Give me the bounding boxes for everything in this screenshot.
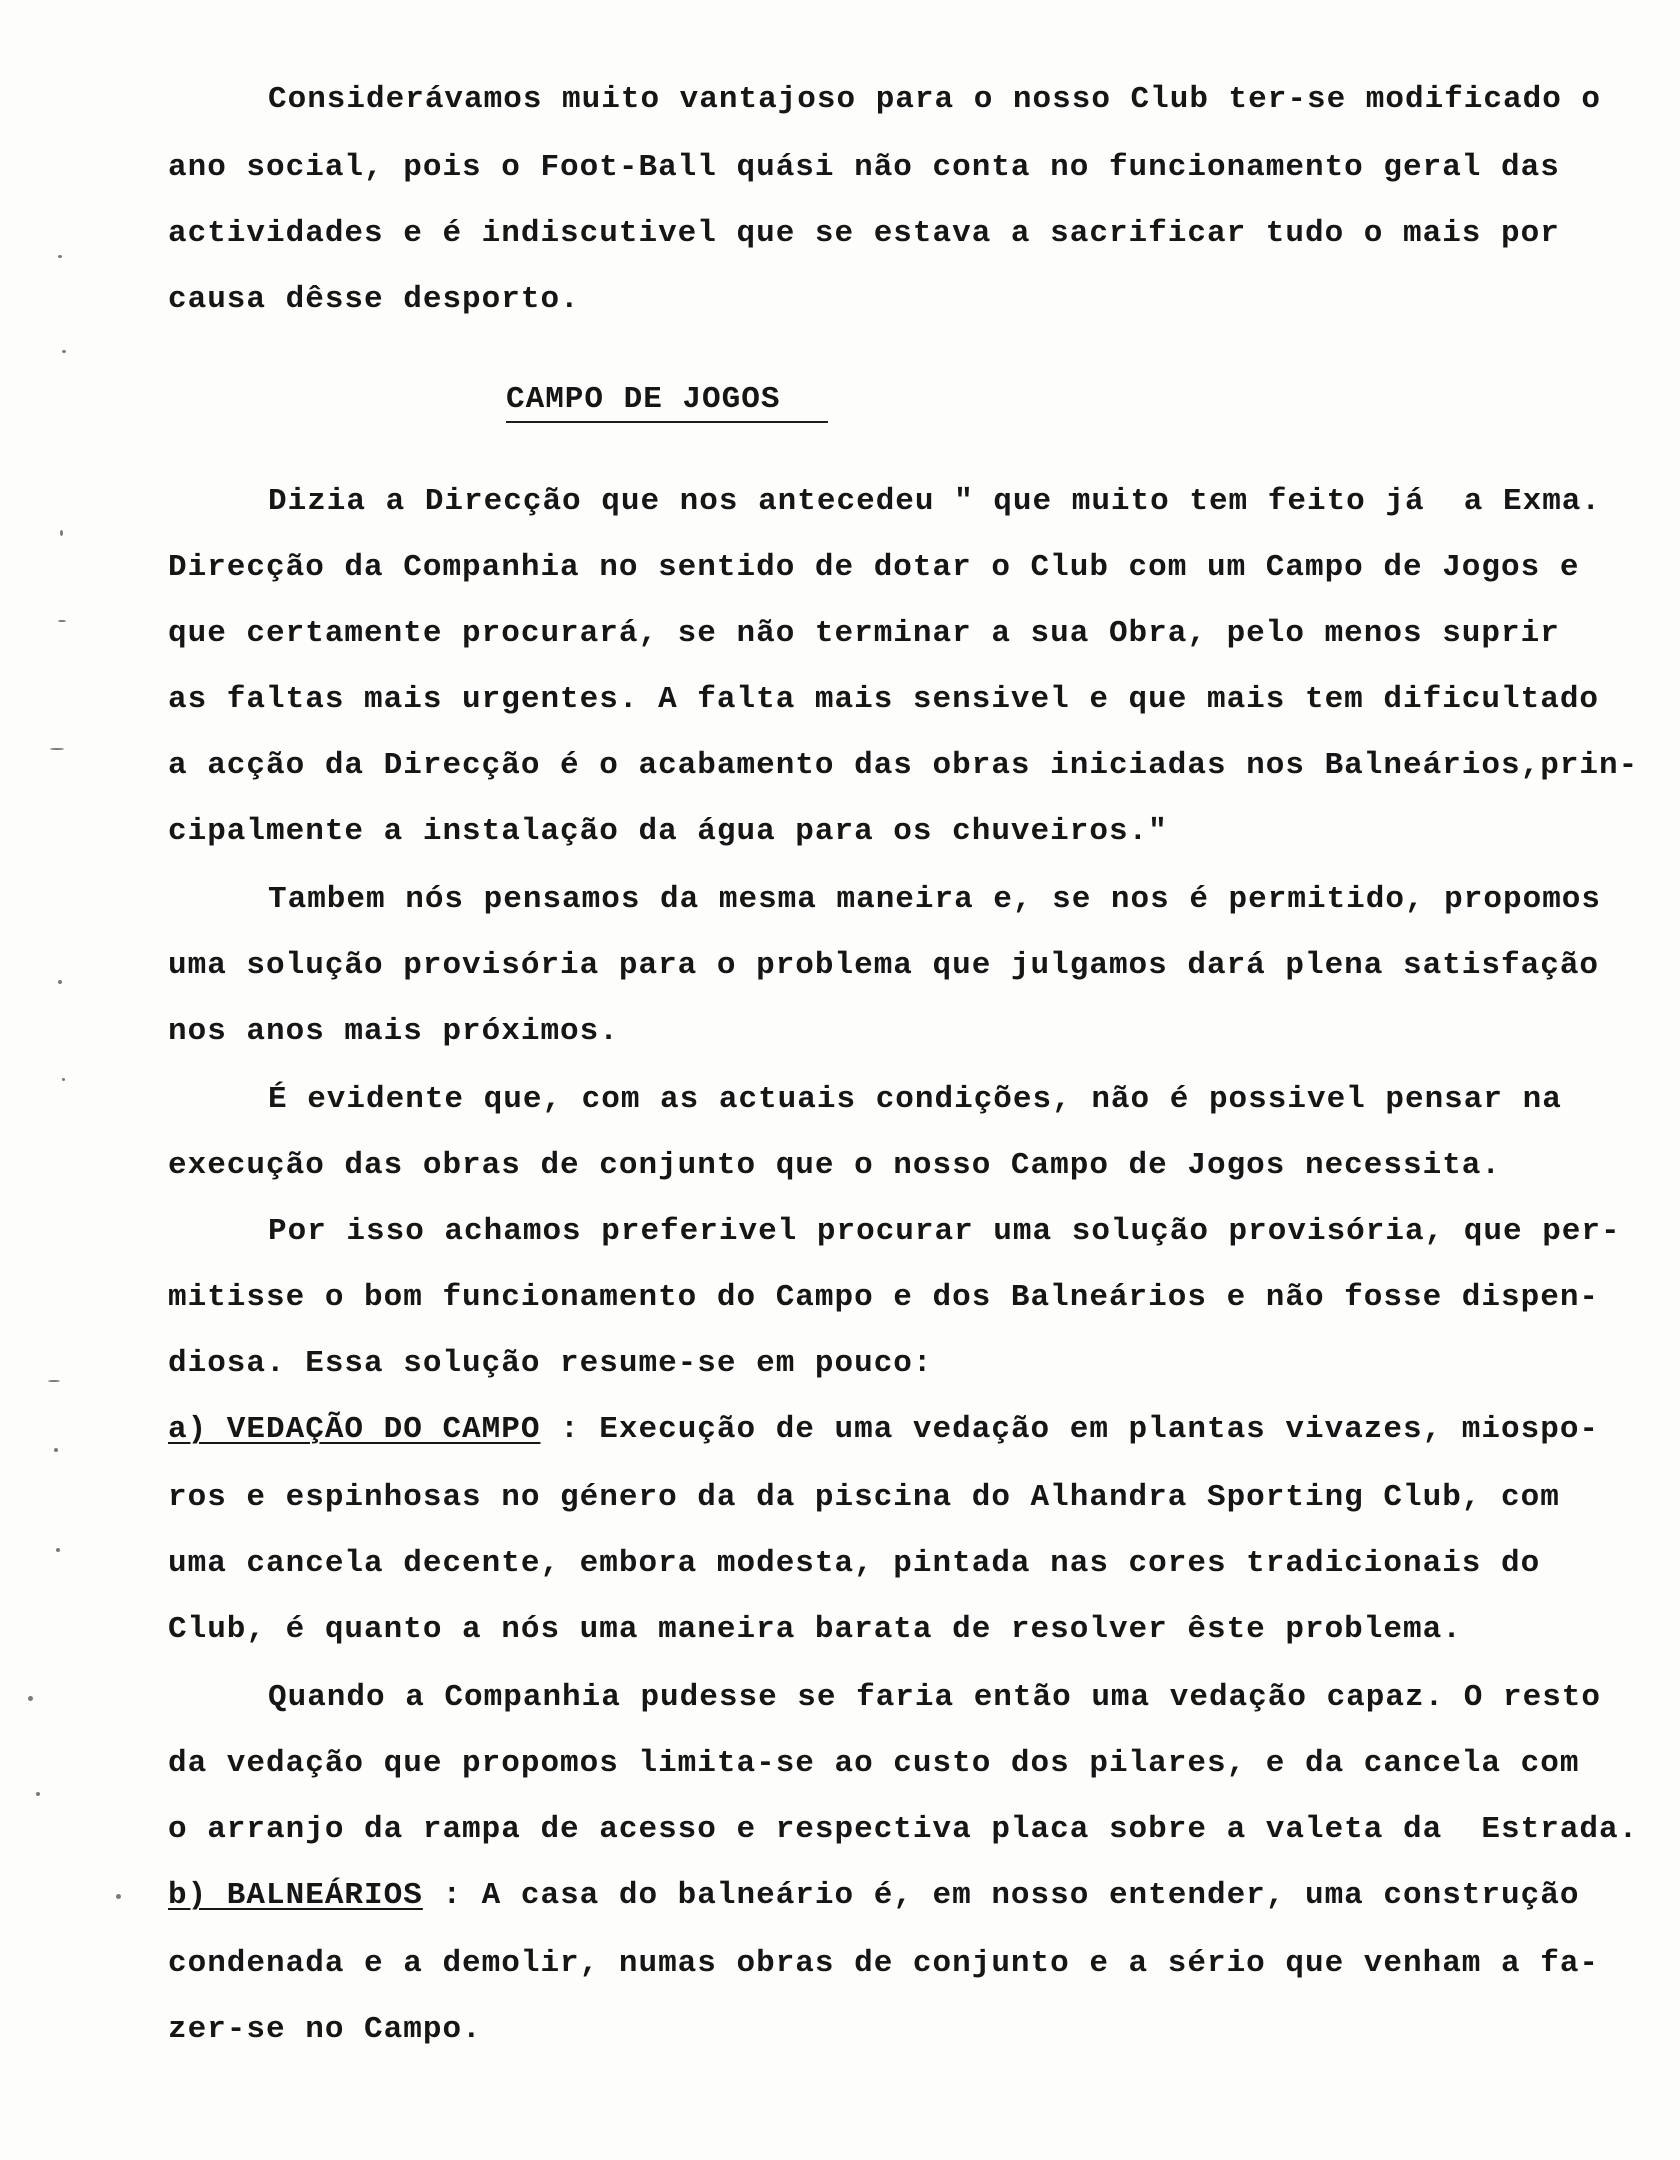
margin-speck [50,748,64,750]
item-b-text: : A casa do balneário é, em nosso entender, uma construção [422,1878,1580,1913]
paragraph-2-line-2: Direcção da Companhia no sentido de dotar o Club com um Campo de Jogos e [168,550,1580,585]
paragraph-3-line-3: nos anos mais próximos. [168,1014,619,1049]
margin-speck [62,1078,65,1081]
paragraph-4-line-1: É evidente que, com as actuais condições, não é possivel pensar na [268,1082,1562,1117]
paragraph-5-line-1: Por isso achamos preferivel procurar uma solução provisória, que per- [268,1214,1621,1249]
paragraph-6-line-2: da vedação que propomos limita-se ao custo dos pilares, e da cancela com [168,1746,1580,1781]
paragraph-1-line-2: ano social, pois o Foot-Ball quási não conta no funcionamento geral das [168,150,1560,185]
margin-speck [56,1548,60,1552]
margin-speck [36,1792,40,1796]
paragraph-5-line-2: mitisse o bom funcionamento do Campo e dos Balneários e não fosse dispen- [168,1280,1600,1315]
margin-speck [28,1696,33,1701]
margin-speck [116,1894,121,1899]
paragraph-6-line-1: Quando a Companhia pudesse se faria então uma vedação capaz. O resto [268,1680,1602,1715]
margin-speck [62,350,66,353]
paragraph-3-line-1: Tambem nós pensamos da mesma maneira e, se nos é permitido, propomos [268,882,1602,917]
margin-speck [48,1380,60,1382]
margin-speck [60,530,63,536]
item-a-label: a) VEDAÇÃO DO CAMPO [168,1412,541,1447]
paragraph-1-line-3: actividades e é indiscutivel que se estava a sacrificar tudo o mais por [168,216,1560,251]
item-a-text: : Execução de uma vedação em plantas vivazes, miospo- [540,1412,1600,1447]
paragraph-2-line-3: que certamente procurará, se não terminar a sua Obra, pelo menos suprir [168,616,1560,651]
paragraph-1-line-1: Considerávamos muito vantajoso para o nosso Club ter-se modificado o [268,82,1602,117]
paragraph-6-line-3: o arranjo da rampa de acesso e respectiva placa sobre a valeta da Estrada. [168,1812,1639,1847]
margin-speck [58,980,62,984]
item-b-line-2: condenada e a demolir, numas obras de conjunto e a sério que venham a fa- [168,1946,1600,1981]
item-b-line-1 [168,1878,1579,1913]
paragraph-5-line-3: diosa. Essa solução resume-se em pouco: [168,1346,933,1381]
item-a-line-3: uma cancela decente, embora modesta, pintada nas cores tradicionais do [168,1546,1541,1581]
margin-speck [58,620,66,622]
margin-speck [58,255,62,258]
item-a-line-4: Club, é quanto a nós uma maneira barata de resolver êste problema. [168,1612,1462,1647]
paragraph-2-line-4: as faltas mais urgentes. A falta mais sensivel e que mais tem dificultado [168,682,1600,717]
paragraph-2-line-1: Dizia a Direcção que nos antecedeu " que muito tem feito já a Exma. [268,484,1602,519]
item-b-label: b) BALNEÁRIOS [168,1878,423,1913]
item-a-line-2: ros e espinhosas no género da da piscina do Alhandra Sporting Club, com [168,1480,1560,1515]
margin-speck [54,1448,58,1452]
item-a-line-1 [168,1412,1599,1447]
paragraph-2-line-6: cipalmente a instalação da água para os chuveiros." [168,814,1168,849]
section-heading: CAMPO DE JOGOS [506,382,828,423]
paragraph-4-line-2: execução das obras de conjunto que o nosso Campo de Jogos necessita. [168,1148,1502,1183]
item-b-line-3: zer-se no Campo. [168,2012,482,2047]
paragraph-1-line-4: causa dêsse desporto. [168,282,580,317]
paragraph-2-line-5: a acção da Direcção é o acabamento das obras iniciadas nos Balneários,prin- [168,748,1639,783]
paragraph-3-line-2: uma solução provisória para o problema que julgamos dará plena satisfação [168,948,1600,983]
